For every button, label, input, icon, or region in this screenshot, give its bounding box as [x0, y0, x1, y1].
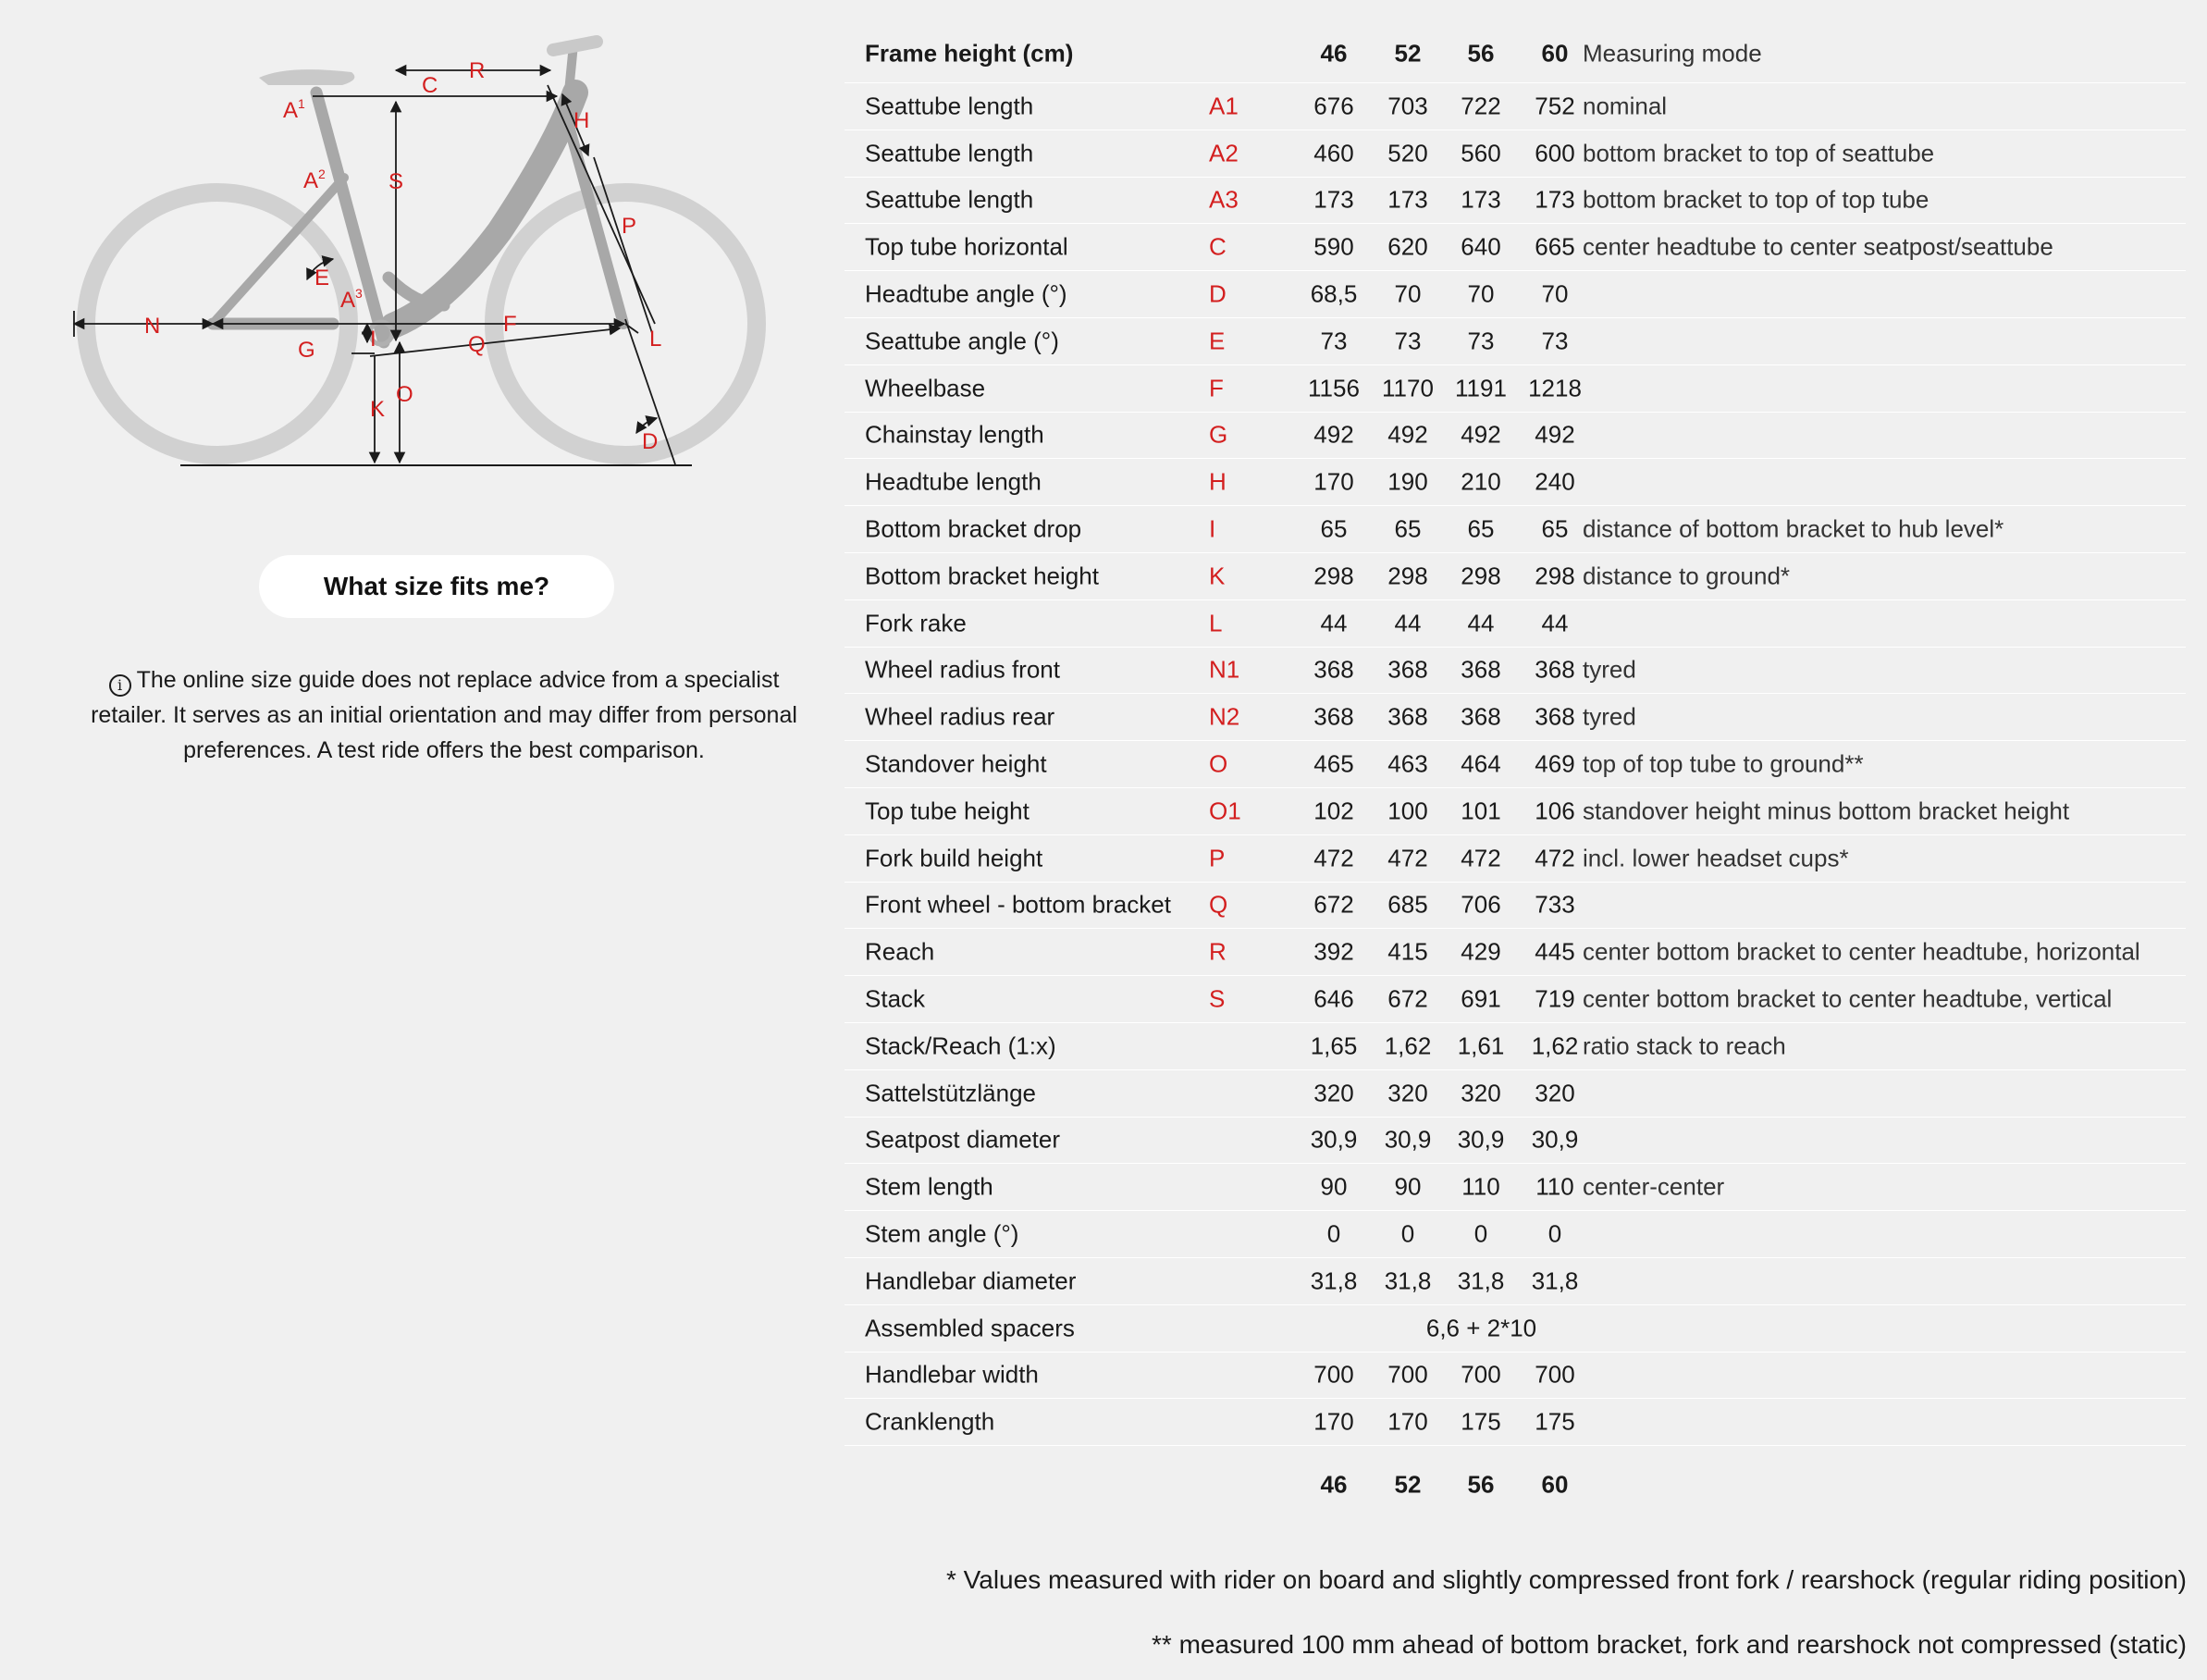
header-size: 60 — [1541, 39, 1569, 67]
row-label: Fork rake — [865, 609, 967, 637]
row-value: 173 — [1387, 185, 1428, 214]
row-value: 173 — [1535, 185, 1575, 214]
row-code: A1 — [1209, 92, 1239, 120]
row-value: 240 — [1535, 467, 1575, 496]
row-label: Seatpost diameter — [865, 1125, 1061, 1154]
row-measuring-mode: distance of bottom bracket to hub level* — [1583, 514, 2004, 543]
table-footer-row — [845, 1446, 2186, 1524]
row-value: 31,8 — [1310, 1266, 1358, 1295]
row-measuring-mode: bottom bracket to top of seattube — [1583, 139, 1935, 167]
row-value: 600 — [1535, 139, 1575, 167]
row-value: 101 — [1461, 797, 1501, 825]
row-value: 320 — [1313, 1079, 1354, 1107]
size-guide-button[interactable]: What size fits me? — [259, 555, 614, 618]
row-code: O1 — [1209, 797, 1241, 825]
row-value: 44 — [1541, 609, 1569, 637]
row-code: R — [1209, 937, 1227, 966]
row-value: 30,9 — [1531, 1125, 1579, 1154]
row-code: D — [1209, 279, 1227, 308]
label-g: G — [298, 338, 315, 363]
row-value: 30,9 — [1457, 1125, 1505, 1154]
row-value: 1,62 — [1384, 1031, 1432, 1060]
row-label: Front wheel - bottom bracket — [865, 890, 1171, 919]
row-value: 590 — [1313, 232, 1354, 261]
row-label: Seattube length — [865, 185, 1034, 214]
row-value: 672 — [1387, 984, 1428, 1013]
row-label: Chainstay length — [865, 420, 1044, 449]
row-value: 175 — [1535, 1407, 1575, 1436]
row-code: O — [1209, 749, 1228, 778]
footer-size: 46 — [1320, 1470, 1348, 1499]
bike-geometry-illustration — [65, 28, 805, 481]
row-value: 1,65 — [1310, 1031, 1358, 1060]
row-value: 520 — [1387, 139, 1428, 167]
row-value: 0 — [1473, 1219, 1488, 1248]
footnote-rider-on-board: * Values measured with rider on board and slightly compressed front fork / rearshock (regular riding position) — [945, 1565, 2187, 1594]
label-n: N — [144, 314, 161, 339]
table-row — [845, 178, 2186, 225]
row-value: 170 — [1387, 1407, 1428, 1436]
row-value: 65 — [1394, 514, 1422, 543]
row-label: Seattube length — [865, 92, 1034, 120]
row-value: 368 — [1387, 655, 1428, 684]
row-code: N2 — [1209, 702, 1240, 731]
table-row — [845, 1305, 2186, 1353]
row-value: 672 — [1313, 890, 1354, 919]
row-value: 1,62 — [1531, 1031, 1579, 1060]
header-size: 46 — [1320, 39, 1348, 67]
label-i: I — [370, 327, 376, 352]
row-value: 703 — [1387, 92, 1428, 120]
label-s: S — [388, 169, 404, 194]
row-value: 1,61 — [1457, 1031, 1505, 1060]
row-label: Wheel radius front — [865, 655, 1060, 684]
table-row — [845, 1118, 2186, 1165]
table-row — [845, 459, 2186, 506]
row-label: Top tube height — [865, 797, 1030, 825]
geometry-diagram — [65, 28, 805, 481]
row-code: I — [1209, 514, 1216, 543]
row-label: Stem angle (°) — [865, 1219, 1019, 1248]
row-value: 460 — [1313, 139, 1354, 167]
table-row — [845, 1070, 2186, 1118]
label-a3: $A^3$ — [340, 286, 363, 313]
table-row — [845, 130, 2186, 178]
row-value: 31,8 — [1384, 1266, 1432, 1295]
row-code: G — [1209, 420, 1228, 449]
row-label: Bottom bracket height — [865, 562, 1099, 590]
row-value: 30,9 — [1384, 1125, 1432, 1154]
row-value: 368 — [1461, 655, 1501, 684]
size-guide-disclaimer — [74, 662, 814, 768]
table-row — [845, 1023, 2186, 1070]
row-label: Fork build height — [865, 844, 1043, 872]
row-value: 415 — [1387, 937, 1428, 966]
row-value: 110 — [1535, 1172, 1574, 1201]
row-value: 68,5 — [1310, 279, 1358, 308]
row-value: 31,8 — [1457, 1266, 1505, 1295]
row-value: 70 — [1394, 279, 1422, 308]
table-row — [845, 506, 2186, 553]
table-header-row — [845, 24, 2186, 83]
table-row — [845, 224, 2186, 271]
row-measuring-mode: nominal — [1583, 92, 1668, 120]
row-code: P — [1209, 844, 1226, 872]
table-row — [845, 1258, 2186, 1305]
row-code: F — [1209, 374, 1224, 402]
row-value: 1156 — [1308, 374, 1360, 402]
label-r: R — [469, 58, 486, 83]
row-value: 90 — [1320, 1172, 1348, 1201]
row-value: 320 — [1535, 1079, 1575, 1107]
footer-size: 52 — [1394, 1470, 1422, 1499]
row-value: 700 — [1387, 1360, 1428, 1389]
row-value: 492 — [1535, 420, 1575, 449]
row-value: 1218 — [1528, 374, 1582, 402]
table-row — [845, 741, 2186, 788]
row-value: 465 — [1313, 749, 1354, 778]
label-c: C — [422, 73, 438, 98]
table-row — [845, 600, 2186, 648]
row-value: 298 — [1313, 562, 1354, 590]
row-value: 472 — [1313, 844, 1354, 872]
table-row — [845, 318, 2186, 365]
row-value: 73 — [1394, 327, 1422, 355]
row-value: 706 — [1461, 890, 1501, 919]
row-value: 73 — [1320, 327, 1348, 355]
row-value: 173 — [1313, 185, 1354, 214]
table-row — [845, 1164, 2186, 1211]
row-label: Sattelstützlänge — [865, 1079, 1037, 1107]
header-frame-height: Frame height (cm) — [865, 39, 1074, 67]
row-value: 44 — [1467, 609, 1495, 637]
row-value: 719 — [1535, 984, 1575, 1013]
row-code: K — [1209, 562, 1226, 590]
row-label: Handlebar diameter — [865, 1266, 1077, 1295]
row-value: 429 — [1461, 937, 1501, 966]
row-code: Q — [1209, 890, 1228, 919]
footnote-standover: ** measured 100 mm ahead of bottom bracket, fork and rearshock not compressed (static) — [1152, 1630, 2187, 1659]
row-code: C — [1209, 232, 1227, 261]
label-p: P — [622, 214, 637, 239]
row-value: 646 — [1313, 984, 1354, 1013]
label-f: F — [503, 312, 517, 337]
disclaimer-text: The online size guide does not replace advice from a specialist retailer. It serves as an initial orientation and may differ from personal preferences. A test ride offers the best comparison. — [91, 667, 797, 763]
row-value: 73 — [1467, 327, 1495, 355]
label-l: L — [649, 327, 662, 352]
row-value: 665 — [1535, 232, 1575, 261]
label-a1: $A^1$ — [283, 96, 305, 123]
table-row — [845, 976, 2186, 1023]
label-k: K — [370, 397, 386, 422]
label-a2: $A^2$ — [303, 167, 326, 193]
row-value: 472 — [1535, 844, 1575, 872]
row-value: 392 — [1313, 937, 1354, 966]
row-value: 368 — [1535, 702, 1575, 731]
row-value: 320 — [1387, 1079, 1428, 1107]
row-value: 44 — [1320, 609, 1348, 637]
row-measuring-mode: tyred — [1583, 655, 1636, 684]
row-label: Reach — [865, 937, 935, 966]
row-value: 65 — [1320, 514, 1348, 543]
row-value: 298 — [1387, 562, 1428, 590]
row-measuring-mode: distance to ground* — [1583, 562, 1791, 590]
row-label: Wheelbase — [865, 374, 986, 402]
row-value: 320 — [1461, 1079, 1501, 1107]
row-value: 90 — [1394, 1172, 1422, 1201]
row-value-merged: 6,6 + 2*10 — [1425, 1314, 1537, 1342]
row-value: 368 — [1535, 655, 1575, 684]
row-value: 368 — [1387, 702, 1428, 731]
row-value: 676 — [1313, 92, 1354, 120]
row-value: 0 — [1400, 1219, 1415, 1248]
row-value: 173 — [1461, 185, 1501, 214]
row-value: 1191 — [1455, 374, 1507, 402]
row-value: 464 — [1461, 749, 1501, 778]
row-label: Headtube length — [865, 467, 1042, 496]
row-code: H — [1209, 467, 1227, 496]
row-value: 722 — [1461, 92, 1501, 120]
table-row — [845, 788, 2186, 835]
row-value: 44 — [1394, 609, 1422, 637]
table-row — [845, 648, 2186, 695]
row-label: Top tube horizontal — [865, 232, 1068, 261]
row-label: Assembled spacers — [865, 1314, 1075, 1342]
row-label: Wheel radius rear — [865, 702, 1055, 731]
row-value: 560 — [1461, 139, 1501, 167]
table-row — [845, 553, 2186, 600]
row-value: 469 — [1535, 749, 1575, 778]
row-value: 685 — [1387, 890, 1428, 919]
row-code: L — [1209, 609, 1223, 637]
row-value: 752 — [1535, 92, 1575, 120]
row-value: 73 — [1541, 327, 1569, 355]
row-value: 210 — [1461, 467, 1501, 496]
row-value: 700 — [1535, 1360, 1575, 1389]
row-value: 368 — [1313, 702, 1354, 731]
row-value: 70 — [1541, 279, 1569, 308]
footer-size: 56 — [1467, 1470, 1495, 1499]
row-value: 70 — [1467, 279, 1495, 308]
row-label: Stack/Reach (1:x) — [865, 1031, 1056, 1060]
row-value: 620 — [1387, 232, 1428, 261]
frame — [213, 44, 623, 342]
geometry-table — [845, 24, 2186, 1524]
info-icon: i — [109, 674, 131, 697]
handlebar — [553, 42, 597, 50]
row-value: 492 — [1387, 420, 1428, 449]
row-value: 691 — [1461, 984, 1501, 1013]
table-row — [845, 1353, 2186, 1400]
row-code: N1 — [1209, 655, 1240, 684]
table-row — [845, 413, 2186, 460]
table-row — [845, 694, 2186, 741]
row-label: Seattube angle (°) — [865, 327, 1059, 355]
row-value: 368 — [1461, 702, 1501, 731]
table-row — [845, 365, 2186, 413]
label-h: H — [573, 108, 590, 133]
label-q: Q — [468, 332, 486, 357]
table-body — [845, 83, 2186, 1446]
row-value: 700 — [1461, 1360, 1501, 1389]
row-value: 100 — [1387, 797, 1428, 825]
row-value: 175 — [1461, 1407, 1501, 1436]
row-value: 492 — [1461, 420, 1501, 449]
row-measuring-mode: ratio stack to reach — [1583, 1031, 1786, 1060]
row-value: 700 — [1313, 1360, 1354, 1389]
row-measuring-mode: center bottom bracket to center headtube, horizontal — [1583, 937, 2140, 966]
row-value: 170 — [1313, 1407, 1354, 1436]
row-code: E — [1209, 327, 1226, 355]
row-measuring-mode: center headtube to center seatpost/seattube — [1583, 232, 2053, 261]
row-value: 190 — [1387, 467, 1428, 496]
row-label: Bottom bracket drop — [865, 514, 1082, 543]
row-value: 0 — [1547, 1219, 1562, 1248]
row-value: 106 — [1535, 797, 1575, 825]
row-value: 472 — [1461, 844, 1501, 872]
row-measuring-mode: tyred — [1583, 702, 1636, 731]
row-value: 472 — [1387, 844, 1428, 872]
table-row — [845, 835, 2186, 883]
row-value: 492 — [1313, 420, 1354, 449]
row-value: 640 — [1461, 232, 1501, 261]
row-value: 298 — [1535, 562, 1575, 590]
row-code: A2 — [1209, 139, 1239, 167]
row-value: 65 — [1541, 514, 1569, 543]
row-label: Cranklength — [865, 1407, 995, 1436]
row-value: 368 — [1313, 655, 1354, 684]
saddle — [259, 69, 354, 85]
row-value: 298 — [1461, 562, 1501, 590]
row-measuring-mode: center-center — [1583, 1172, 1725, 1201]
row-value: 733 — [1535, 890, 1575, 919]
row-value: 1170 — [1382, 374, 1434, 402]
row-value: 65 — [1467, 514, 1495, 543]
row-label: Stack — [865, 984, 926, 1013]
header-measuring-mode: Measuring mode — [1583, 39, 1762, 67]
row-label: Handlebar width — [865, 1360, 1039, 1389]
row-value: 445 — [1535, 937, 1575, 966]
table-row — [845, 929, 2186, 976]
row-label: Headtube angle (°) — [865, 279, 1067, 308]
row-code: S — [1209, 984, 1226, 1013]
row-value: 30,9 — [1310, 1125, 1358, 1154]
table-row — [845, 1211, 2186, 1258]
table-row — [845, 83, 2186, 130]
table-row — [845, 271, 2186, 318]
row-measuring-mode: center bottom bracket to center headtube, vertical — [1583, 984, 2113, 1013]
row-code: A3 — [1209, 185, 1239, 214]
footer-size: 60 — [1541, 1470, 1569, 1499]
header-size: 52 — [1394, 39, 1422, 67]
row-value: 31,8 — [1531, 1266, 1579, 1295]
row-measuring-mode: standover height minus bottom bracket height — [1583, 797, 2070, 825]
row-label: Seattube length — [865, 139, 1034, 167]
row-value: 463 — [1387, 749, 1428, 778]
label-e: E — [314, 266, 330, 290]
row-label: Stem length — [865, 1172, 993, 1201]
row-value: 0 — [1326, 1219, 1341, 1248]
row-label: Standover height — [865, 749, 1047, 778]
row-value: 102 — [1313, 797, 1354, 825]
row-measuring-mode: incl. lower headset cups* — [1583, 844, 1849, 872]
row-value: 110 — [1461, 1172, 1500, 1201]
table-row — [845, 883, 2186, 930]
row-value: 170 — [1313, 467, 1354, 496]
table-row — [845, 1399, 2186, 1446]
header-size: 56 — [1467, 39, 1495, 67]
row-measuring-mode: top of top tube to ground** — [1583, 749, 1864, 778]
row-measuring-mode: bottom bracket to top of top tube — [1583, 185, 1930, 214]
label-d: D — [642, 429, 659, 454]
label-o: O — [396, 382, 413, 407]
